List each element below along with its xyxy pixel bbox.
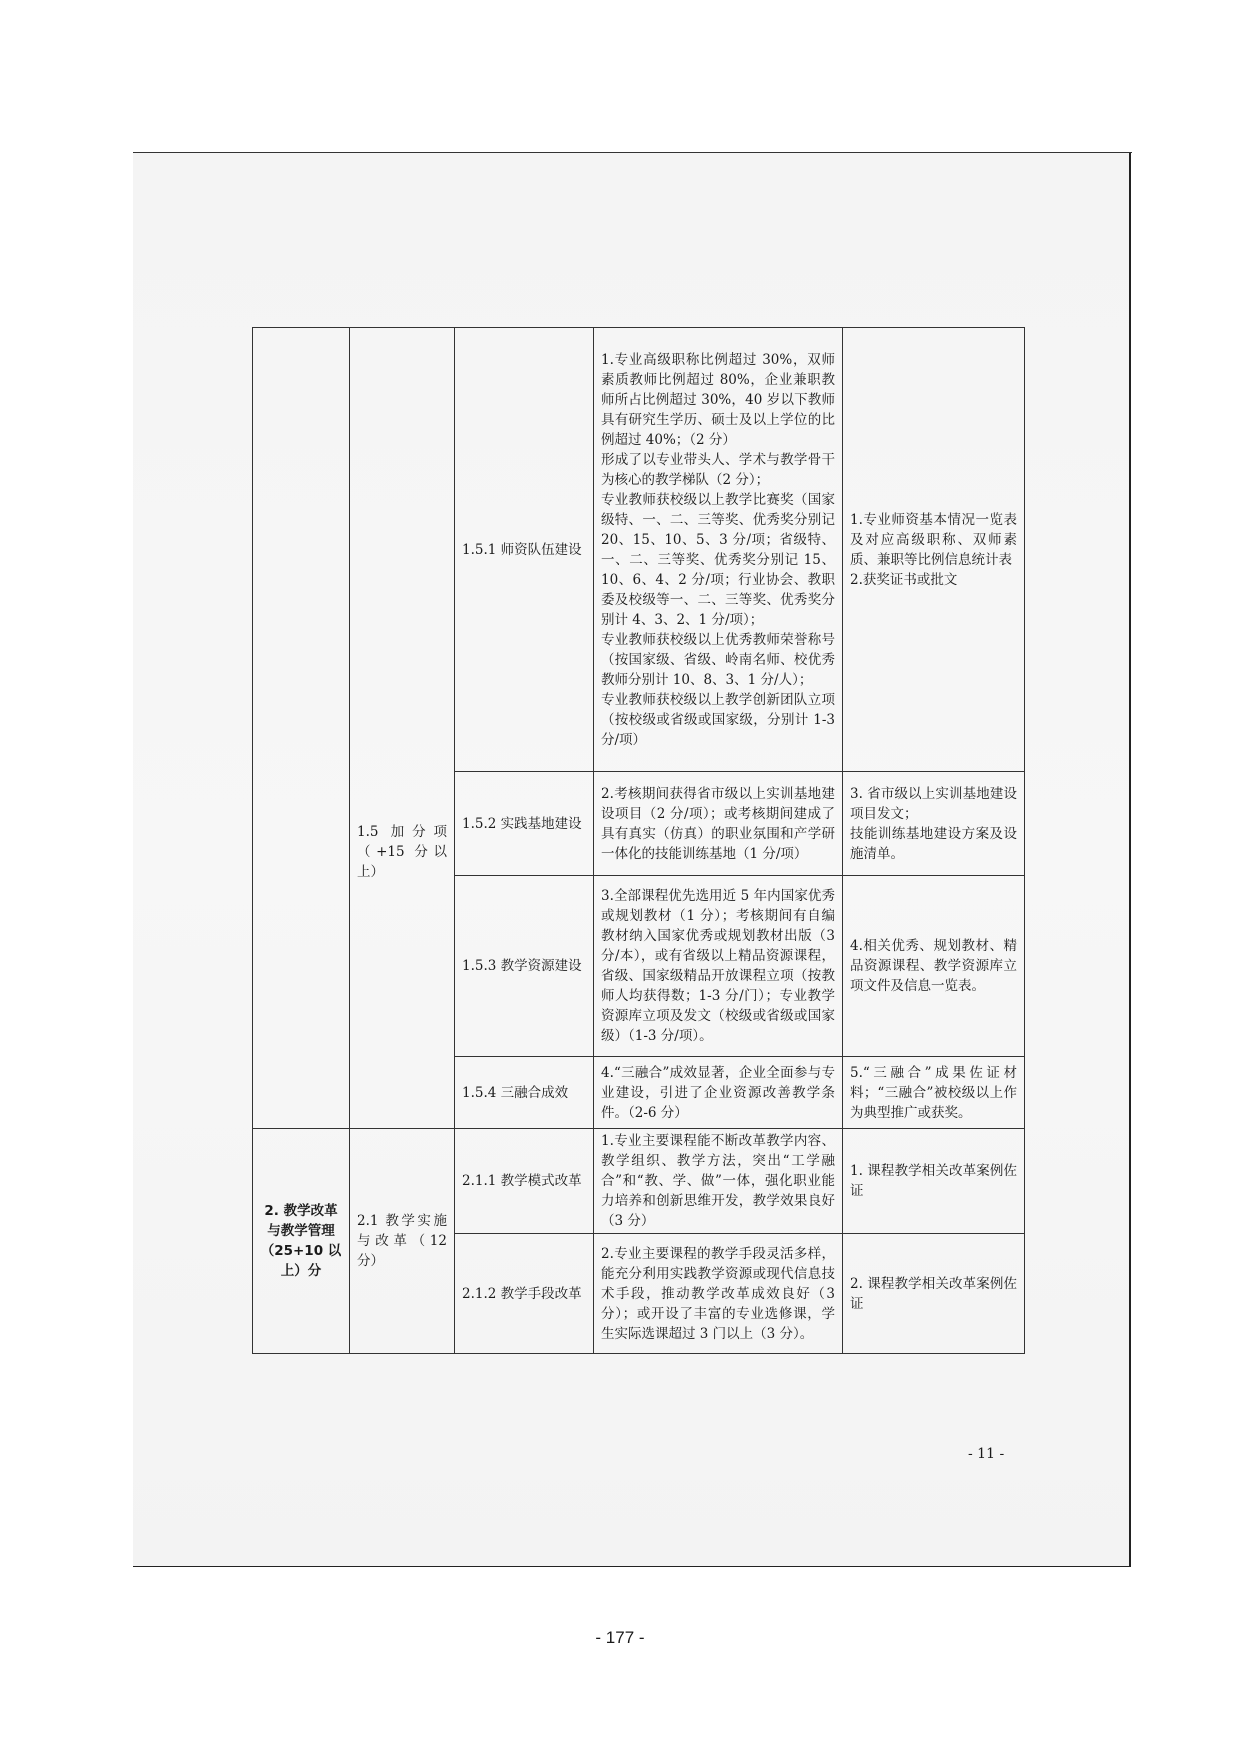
table-row [253,1129,1025,1234]
evidence-2-1-1: 1. 课程教学相关改革案例佐证 [843,1129,1025,1234]
category-2: 2. 教学改革与教学管理（25+10 以上）分 [253,1129,350,1354]
subcategory-1-5: 1.5 加分项（+15 分以上） [350,328,455,1129]
evidence-1-5-1: 1.专业师资基本情况一览表及对应高级职称、双师素质、兼职等比例信息统计表 2.获奖证书或批文 [843,328,1025,772]
category-1-cell [253,328,350,1129]
evidence-2-1-2: 2. 课程教学相关改革案例佐证 [843,1234,1025,1354]
item-1-5-2: 1.5.2 实践基地建设 [455,772,594,876]
item-2-1-1: 2.1.1 教学模式改革 [455,1129,594,1234]
evidence-1-5-3: 4.相关优秀、规划教材、精品资源课程、教学资源库立项文件及信息一览表。 [843,876,1025,1057]
subcategory-2-1: 2.1 教学实施与改革（12 分） [350,1129,455,1354]
item-1-5-3: 1.5.3 教学资源建设 [455,876,594,1057]
table-row [253,328,1025,772]
item-1-5-4: 1.5.4 三融合成效 [455,1057,594,1129]
inner-page-number: - 11 - [968,1446,1005,1462]
standard-1-5-4: 4.“三融合”成效显著，企业全面参与专业建设，引进了企业资源改善教学条件。（2-6 分） [594,1057,843,1129]
standard-1-5-2: 2.考核期间获得省市级以上实训基地建设项目（2 分/项）；或考核期间建成了具有真实（仿真）的职业氛围和产学研一体化的技能训练基地（1 分/项） [594,772,843,876]
page-number: - 177 - [595,1628,645,1647]
criteria-table [252,327,1025,1354]
evidence-1-5-4: 5.“三融合”成果佐证材料；“三融合”被校级以上作为典型推广或获奖。 [843,1057,1025,1129]
item-2-1-2: 2.1.2 教学手段改革 [455,1234,594,1354]
evidence-1-5-2: 3. 省市级以上实训基地建设项目发文； 技能训练基地建设方案及设施清单。 [843,772,1025,876]
standard-1-5-3: 3.全部课程优先选用近 5 年内国家优秀或规划教材（1 分）；考核期间有自编教材纳入国家优秀或规划教材出版（3 分/本），或有省级以上精品资源课程，省级、国家级精品开放课程立项（按教师人均获得数；1-3 分/门）；专业教学资源库立项及发文（校级或省级或国家级）（1-3 分/项）。 [594,876,843,1057]
item-1-5-1: 1.5.1 师资队伍建设 [455,328,594,772]
standard-2-1-1: 1.专业主要课程能不断改革教学内容、教学组织、教学方法，突出“工学融合”和“教、学、做”一体，强化职业能力培养和创新思维开发，教学效果良好（3 分） [594,1129,843,1234]
standard-1-5-1: 1.专业高级职称比例超过 30%，双师素质教师比例超过 80%，企业兼职教师所占比例超过 30%，40 岁以下教师具有研究生学历、硕士及以上学位的比例超过 40%；（2 分） 形成了以专业带头人、学术与教学骨干为核心的教学梯队（2 分）； 专业教师获校级以上教学比赛奖（国家级特、一、二、三等奖、优秀奖分别记 20、15、10、5、3 分/项；省级特、一、二、三等奖、优秀奖分别记 15、10、6、4、2 分/项；行业协会、教职委及校级等一、二、三等奖、优秀奖分别计 4、3、2、1 分/项）； 专业教师获校级以上优秀教师荣誉称号（按国家级、省级、岭南名师、校优秀教师分别计 10、8、3、1 分/人）； 专业教师获校级以上教学创新团队立项（按校级或省级或国家级，分别计 1-3 分/项） [594,328,843,772]
standard-2-1-2: 2.专业主要课程的教学手段灵活多样，能充分利用实践教学资源或现代信息技术手段，推动教学改革成效良好（3 分）；或开设了丰富的专业选修课，学生实际选课超过 3 门以上（3 分）。 [594,1234,843,1354]
